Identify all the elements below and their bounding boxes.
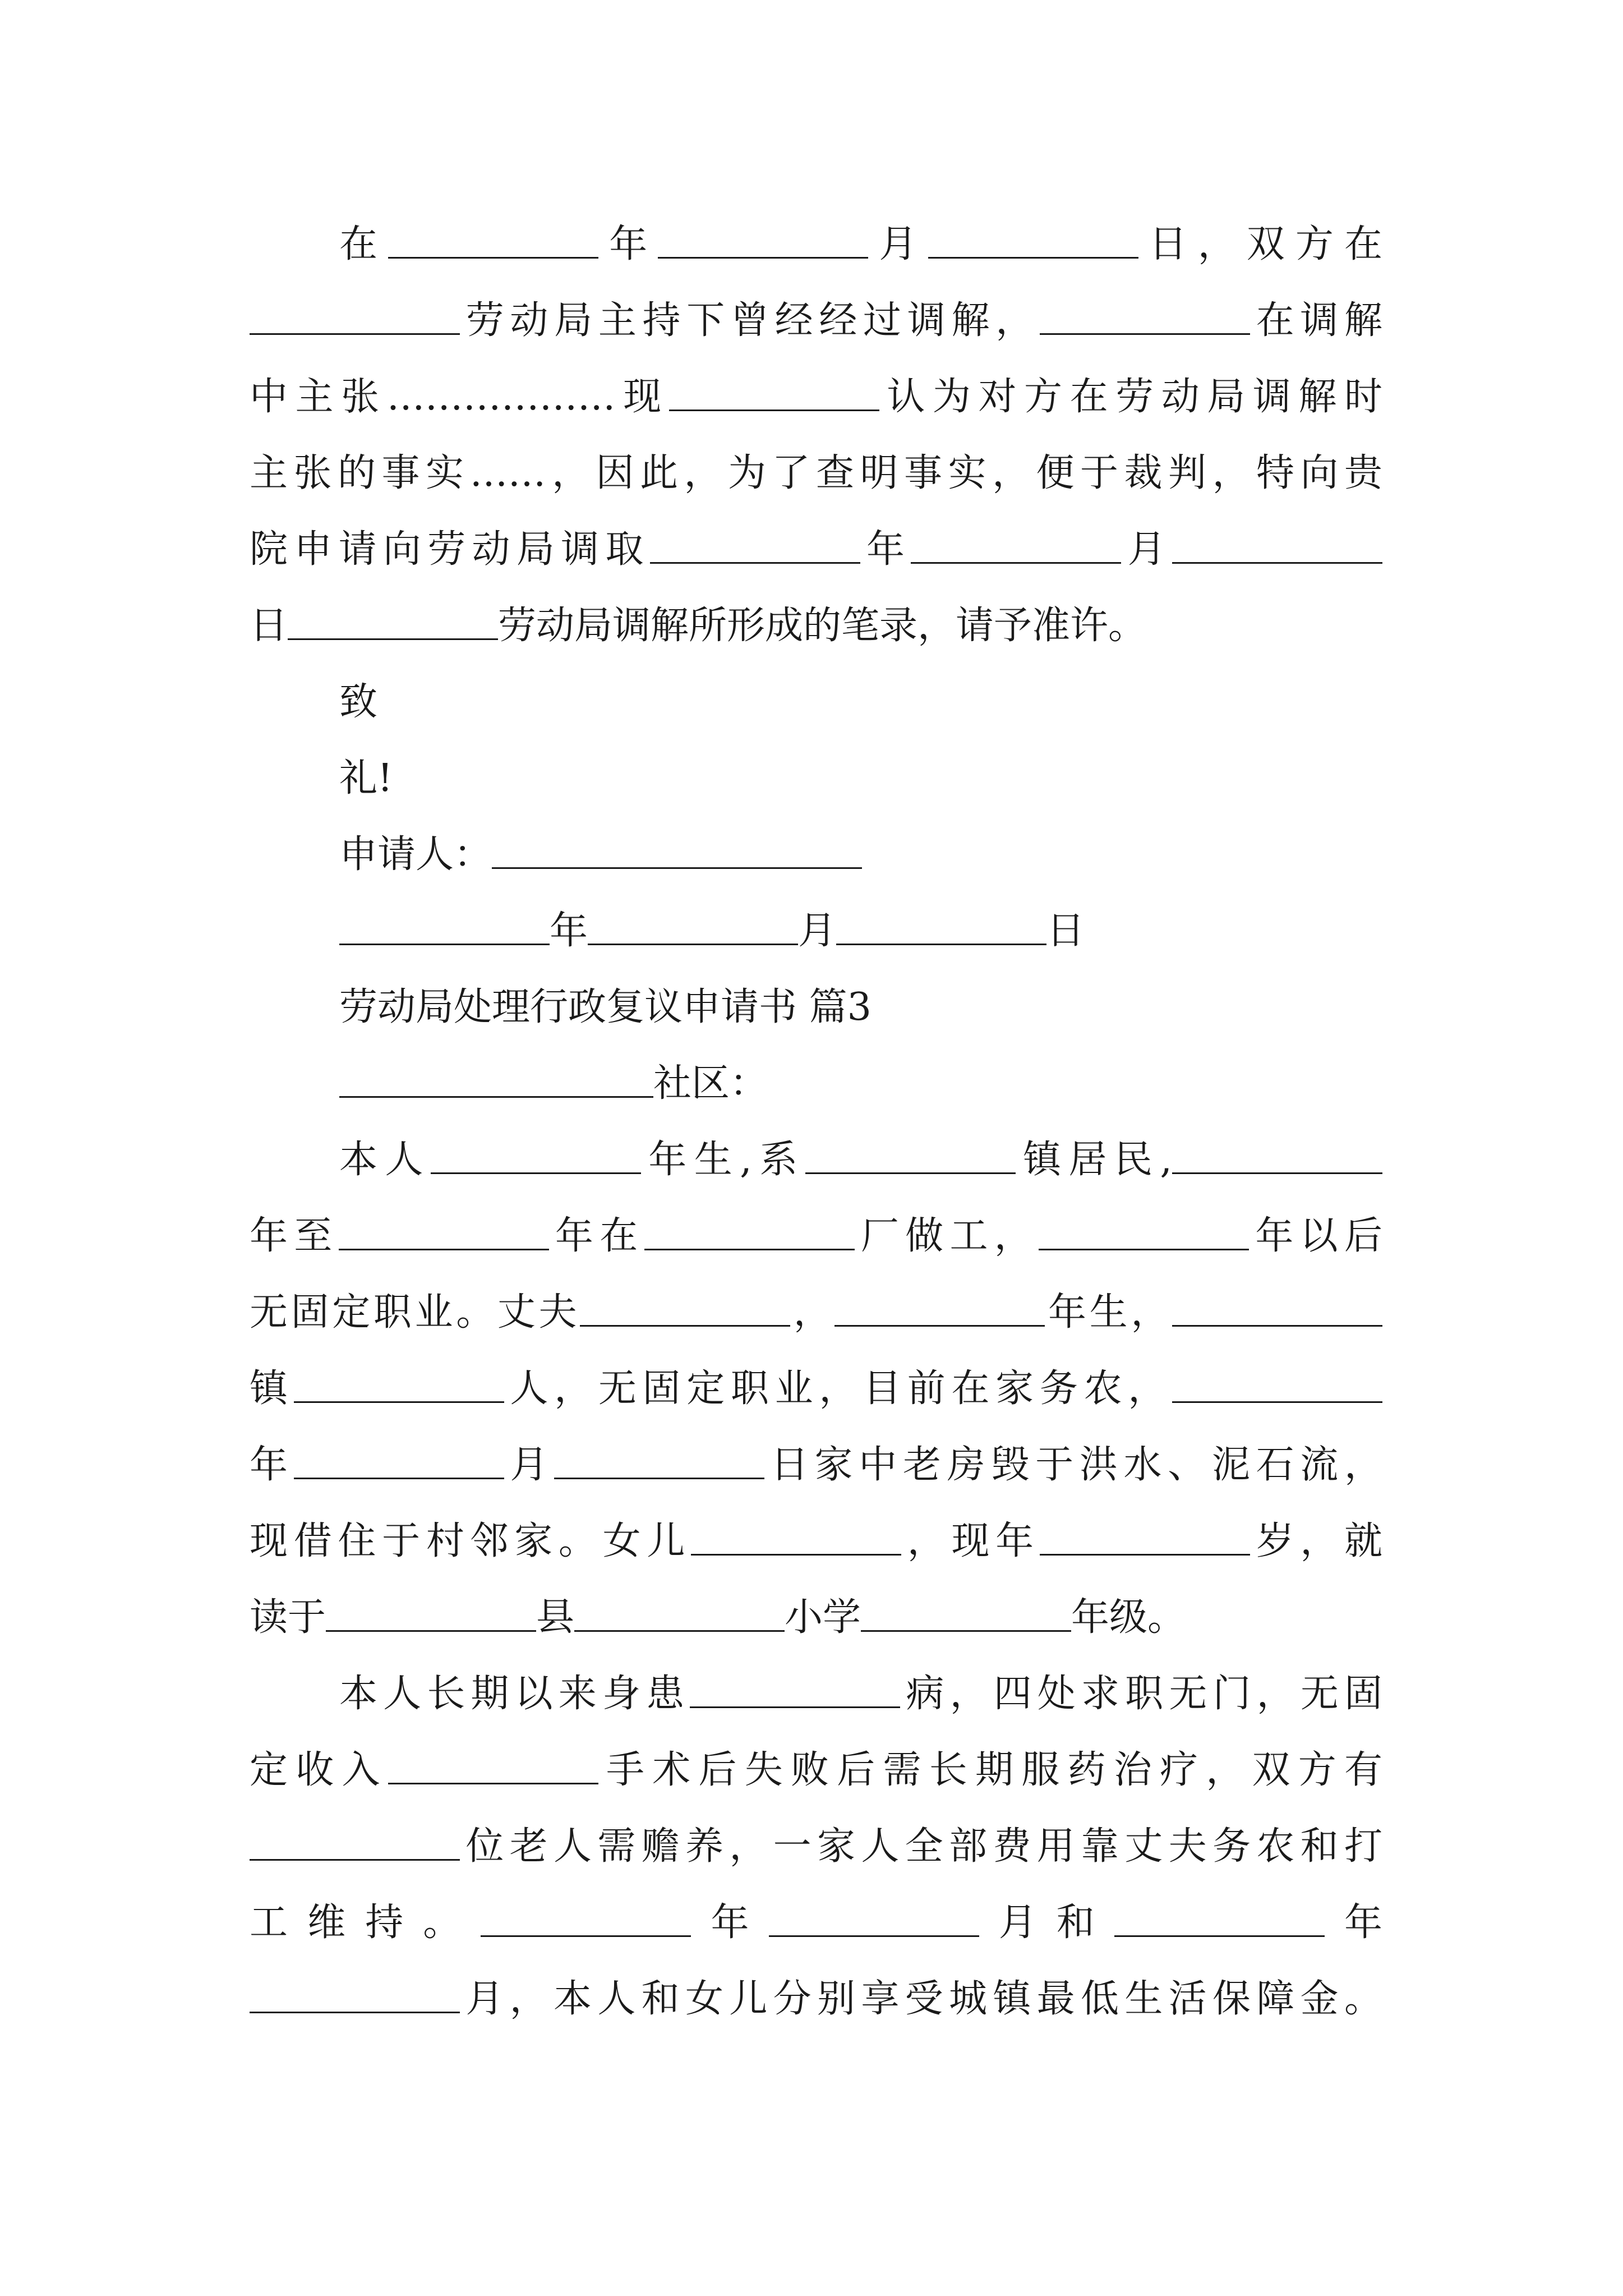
text-segment: 月和 bbox=[979, 1901, 1114, 1945]
para3-line5 bbox=[250, 1961, 1382, 2037]
text-segment: 日 bbox=[1046, 909, 1085, 953]
fill-blank[interactable] bbox=[805, 1137, 1016, 1175]
text-segment: 年至 bbox=[250, 1214, 339, 1258]
text-segment: 年 bbox=[550, 909, 588, 953]
fill-blank[interactable] bbox=[580, 1289, 790, 1327]
section-heading: 劳动局处理行政复议申请书 篇3 bbox=[339, 985, 872, 1029]
text-segment: 位老人需赡养，一家人全部费用靠丈夫务农和打 bbox=[460, 1824, 1382, 1869]
salutation-li: 礼! bbox=[339, 756, 393, 800]
text-segment: 日家中老房毁于洪水、泥石流， bbox=[764, 1443, 1382, 1487]
para2-line8 bbox=[250, 1580, 1382, 1656]
fill-blank[interactable] bbox=[1172, 1289, 1382, 1327]
fill-blank[interactable] bbox=[928, 221, 1138, 259]
fill-blank[interactable] bbox=[669, 374, 879, 412]
fill-blank[interactable] bbox=[690, 1671, 900, 1709]
para2-line4 bbox=[250, 1274, 1382, 1351]
fill-blank[interactable] bbox=[574, 1594, 785, 1632]
text-segment: ，现年 bbox=[901, 1519, 1040, 1563]
text-segment: 年 bbox=[598, 222, 658, 266]
text-segment: 劳动局调解所形成的笔录，请予准许。 bbox=[498, 604, 1147, 648]
text-segment: 镇 bbox=[250, 1366, 294, 1411]
text-segment: 本人长期以来身患 bbox=[339, 1672, 690, 1716]
fill-blank[interactable] bbox=[339, 908, 550, 946]
text-segment: 年生,系 bbox=[640, 1138, 805, 1182]
fill-blank[interactable] bbox=[1172, 526, 1382, 564]
text-segment: 日 bbox=[250, 604, 288, 648]
fill-blank[interactable] bbox=[1114, 1899, 1325, 1938]
para2-line2 bbox=[339, 1122, 1382, 1198]
fill-blank[interactable] bbox=[836, 908, 1046, 946]
text-segment: 岁，就 bbox=[1249, 1519, 1382, 1563]
fill-blank[interactable] bbox=[294, 1365, 504, 1404]
fill-blank[interactable] bbox=[431, 1137, 641, 1175]
text-segment: 年以后 bbox=[1249, 1214, 1382, 1258]
text-segment: 月 bbox=[504, 1443, 555, 1487]
date-line bbox=[339, 893, 1382, 969]
para2-line6 bbox=[250, 1427, 1382, 1503]
text-segment: 年在 bbox=[548, 1214, 644, 1258]
applicant-blank[interactable] bbox=[492, 831, 862, 869]
para3-line4 bbox=[250, 1885, 1382, 1961]
fill-blank[interactable] bbox=[911, 526, 1121, 564]
para2-line1 bbox=[339, 1046, 1382, 1122]
applicant-line bbox=[339, 817, 1382, 893]
fill-blank[interactable] bbox=[644, 1213, 855, 1251]
text-segment: 无固定职业。丈夫 bbox=[250, 1290, 580, 1335]
text-segment: 镇居民, bbox=[1015, 1138, 1172, 1182]
para3-line3 bbox=[250, 1809, 1382, 1885]
text-segment: 读于 bbox=[250, 1595, 326, 1640]
fill-blank[interactable] bbox=[1172, 1365, 1382, 1404]
para2-line3 bbox=[250, 1198, 1382, 1274]
fill-blank[interactable] bbox=[554, 1442, 764, 1480]
fill-blank[interactable] bbox=[1172, 1137, 1382, 1175]
text-segment: 月 bbox=[868, 222, 928, 266]
para2-line5 bbox=[250, 1351, 1382, 1427]
text-segment: 认为对方在劳动局调解时 bbox=[879, 375, 1382, 419]
fill-blank[interactable] bbox=[326, 1594, 536, 1632]
fill-blank[interactable] bbox=[1039, 1213, 1249, 1251]
fill-blank[interactable] bbox=[861, 1594, 1071, 1632]
text-segment: 年 bbox=[860, 527, 911, 572]
para1-line3 bbox=[250, 359, 1382, 435]
text-segment: 社区： bbox=[653, 1061, 768, 1106]
fill-blank[interactable] bbox=[388, 1747, 598, 1785]
text-segment: 手术后失败后需长期服药治疗，双方有 bbox=[598, 1748, 1382, 1792]
community-blank[interactable] bbox=[339, 1060, 653, 1098]
text-segment: 年 bbox=[250, 1443, 294, 1487]
fill-blank[interactable] bbox=[339, 1213, 549, 1251]
text-segment: 工维持。 bbox=[250, 1901, 481, 1945]
text-segment: 年 bbox=[691, 1901, 769, 1945]
text-segment: 月 bbox=[1121, 527, 1172, 572]
text-segment: 日，双方在 bbox=[1138, 222, 1382, 266]
fill-blank[interactable] bbox=[691, 1518, 901, 1556]
fill-blank[interactable] bbox=[250, 297, 460, 335]
fill-blank[interactable] bbox=[481, 1899, 691, 1938]
text-segment: 本人 bbox=[339, 1138, 431, 1182]
text-segment: 定收入 bbox=[250, 1748, 388, 1792]
fill-blank[interactable] bbox=[658, 221, 868, 259]
para1-line4: 主张的事实……，因此，为了查明事实，便于裁判，特向贵 bbox=[250, 451, 1382, 495]
para3-line1 bbox=[339, 1656, 1382, 1732]
fill-blank[interactable] bbox=[1040, 297, 1250, 335]
fill-blank[interactable] bbox=[769, 1899, 979, 1938]
text-segment: 小学 bbox=[785, 1595, 861, 1640]
applicant-label: 申请人： bbox=[339, 832, 492, 877]
fill-blank[interactable] bbox=[1040, 1518, 1250, 1556]
text-segment: 院申请向劳动局调取 bbox=[250, 527, 650, 572]
text-segment: 月，本人和女儿分别享受城镇最低生活保障金。 bbox=[460, 1977, 1382, 2021]
fill-blank[interactable] bbox=[294, 1442, 504, 1480]
text-segment: 年生， bbox=[1045, 1290, 1172, 1335]
fill-blank[interactable] bbox=[388, 221, 598, 259]
para1-line1 bbox=[339, 206, 1382, 283]
text-segment: 劳动局主持下曾经经过调解， bbox=[460, 298, 1040, 343]
text-segment: 现借住于村邻家。女儿 bbox=[250, 1519, 691, 1563]
text-segment: 厂做工， bbox=[854, 1214, 1039, 1258]
para2-line7 bbox=[250, 1503, 1382, 1580]
text-segment: 月 bbox=[798, 909, 837, 953]
fill-blank[interactable] bbox=[588, 908, 798, 946]
text-segment: 中主张………………现 bbox=[250, 375, 669, 419]
fill-blank[interactable] bbox=[250, 1976, 460, 2014]
text-segment: ， bbox=[790, 1290, 835, 1335]
text-segment: 人，无固定职业，目前在家务农， bbox=[504, 1366, 1172, 1411]
fill-blank[interactable] bbox=[650, 526, 860, 564]
text-segment: 年级。 bbox=[1071, 1595, 1186, 1640]
text-segment: 病，四处求职无门，无固 bbox=[900, 1672, 1382, 1716]
fill-blank[interactable] bbox=[250, 1823, 460, 1861]
para1-line5 bbox=[250, 512, 1382, 588]
text-segment: 在调解 bbox=[1249, 298, 1382, 343]
fill-blank[interactable] bbox=[834, 1289, 1045, 1327]
text-segment: 年 bbox=[1324, 1901, 1382, 1945]
para3-line2 bbox=[250, 1732, 1382, 1809]
para1-line2 bbox=[250, 283, 1382, 359]
para1-line6 bbox=[250, 588, 1382, 664]
fill-blank[interactable] bbox=[288, 602, 498, 641]
text-segment: 县 bbox=[536, 1595, 575, 1640]
text-segment: 在 bbox=[339, 222, 389, 266]
salutation-zhi: 致 bbox=[339, 680, 378, 724]
